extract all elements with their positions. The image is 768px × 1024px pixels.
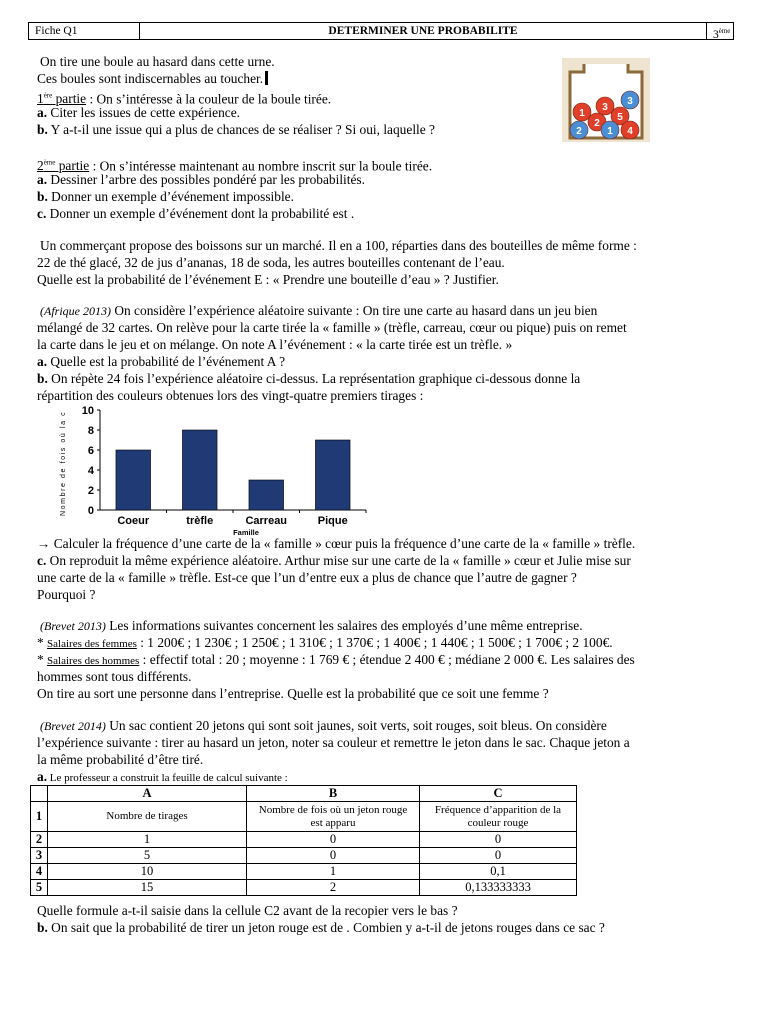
- x-tick-label: trèfle: [186, 515, 214, 527]
- y-tick-label: 4: [87, 465, 94, 477]
- bar-trèfle: [182, 430, 217, 510]
- ex3-q-c2: une carte de la « famille » trèfle. Est-ce que l’un d’entre eux a plus de chance que l’autre de gagner ?: [37, 570, 577, 585]
- table-cell: 2: [247, 880, 420, 896]
- row-number: 3: [31, 848, 48, 864]
- ex3-arrow-question: → Calculer la fréquence d’une carte de la « famille » cœur puis la fréquence d’une carte de la « famille » trèfle.: [37, 536, 636, 551]
- ex1-q2-b: b. Donner un exemple d’événement impossible.: [37, 189, 294, 204]
- ex1-line1: On tire une boule au hasard dans cette urne.: [40, 54, 275, 69]
- urn-ball-number: 2: [576, 126, 582, 137]
- ex5-line1: (Brevet 2014) Un sac contient 20 jetons qui sont soit jaunes, soit verts, soit rouges, soit bleus. On considère: [40, 718, 607, 733]
- table-cell: Nombre de tirages: [48, 802, 247, 832]
- y-tick-label: 6: [87, 445, 94, 457]
- table-cell: 0: [420, 832, 577, 848]
- urn-illustration: [562, 58, 650, 142]
- sheet-col-c: C: [420, 786, 577, 802]
- row-number: 4: [31, 864, 48, 880]
- ex1-q-b: b. Y a-t-il une issue qui a plus de chances de se réaliser ? Si oui, laquelle ?: [37, 122, 435, 137]
- ex4-question: On tire au sort une personne dans l’entreprise. Quelle est la probabilité que ce soit une femme ?: [37, 686, 549, 701]
- ex2-line3: Quelle est la probabilité de l’événement E : « Prendre une bouteille d’eau » ? Justifier.: [37, 272, 499, 287]
- urn-ball-number: 3: [627, 96, 633, 107]
- sheet-code: Fiche Q1: [29, 23, 140, 39]
- ex4-women: * Salaires des femmes : 1 200€ ; 1 230€ ; 1 250€ ; 1 310€ ; 1 370€ ; 1 400€ ; 1 440€ ; 1 500€ ; 1 700€ ; 2 100€.: [37, 635, 613, 650]
- bar-coeur: [116, 450, 151, 510]
- x-tick-label: Carreau: [245, 515, 288, 527]
- x-axis-label: Famille: [233, 528, 259, 537]
- table-cell: 5: [48, 848, 247, 864]
- table-cell: 0: [247, 848, 420, 864]
- table-cell: 10: [48, 864, 247, 880]
- ex3-line2: mélangé de 32 cartes. On relève pour la carte tirée la « famille » (trèfle, carreau, cœur ou pique) puis on remet: [37, 320, 627, 335]
- y-tick-label: 2: [87, 485, 94, 497]
- table-cell: 0: [247, 832, 420, 848]
- ex1-q2-a: a. Dessiner l’arbre des possibles pondéré par les probabilités.: [37, 172, 365, 187]
- y-axis-label: Nombre de fois où la c: [60, 410, 67, 516]
- ex4-men: * Salaires des hommes : effectif total : 20 ; moyenne : 1 769 € ; étendue 2 400 € ; médiane 2 000 €. Les salaires des: [37, 652, 635, 667]
- ex5-line2: l’expérience suivante : tirer au hasard un jeton, noter sa couleur et remettre le jeton dans le sac. Chaque jeton a: [37, 735, 630, 750]
- ex2-line1: Un commerçant propose des boissons sur un marché. Il en a 100, réparties dans des bouteilles de même forme :: [40, 238, 637, 253]
- row-number: 1: [31, 802, 48, 832]
- ex3-line3: la carte dans le jeu et on mélange. On note A l’événement : « la carte tirée est un trèfle. »: [37, 337, 513, 352]
- ex1-line2: Ces boules sont indiscernables au toucher.: [37, 71, 268, 87]
- ex3-q-c3: Pourquoi ?: [37, 587, 96, 602]
- ex5-q-a: a. Le professeur a construit la feuille de calcul suivante :: [37, 769, 288, 784]
- urn-ball-number: 1: [607, 126, 613, 137]
- table-cell: 1: [247, 864, 420, 880]
- table-cell: 0: [420, 848, 577, 864]
- ex1-part2: 2ème partie : On s’intéresse maintenant au nombre inscrit sur la boule tirée.: [37, 158, 433, 174]
- x-tick-label: Pique: [317, 515, 348, 527]
- header-bar: [28, 22, 734, 40]
- row-number: 5: [31, 880, 48, 896]
- bar-carreau: [249, 480, 284, 510]
- urn-ball-number: 3: [602, 102, 608, 113]
- table-cell: 0,133333333: [420, 880, 577, 896]
- ex3-q-c1: c. On reproduit la même expérience aléatoire. Arthur mise sur une carte de la « famille » cœur et Julie mise sur: [37, 553, 631, 568]
- ex5-formula-question: Quelle formule a-t-il saisie dans la cellule C2 avant de la recopier vers le bas ?: [37, 903, 458, 918]
- ex3-q-b1: b. On répète 24 fois l’expérience aléatoire ci-dessus. La représentation graphique ci-dessous donne la: [37, 371, 581, 386]
- ex3-q-b2: répartition des couleurs obtenues lors des vingt-quatre premiers tirages :: [37, 388, 424, 403]
- ex3-q-a: a. Quelle est la probabilité de l’événement A ?: [37, 354, 286, 369]
- bar-pique: [315, 440, 350, 510]
- table-cell: 15: [48, 880, 247, 896]
- table-row: [31, 802, 577, 832]
- ex5-line3: la même probabilité d’être tiré.: [37, 752, 204, 767]
- sheet-col-b: B: [247, 786, 420, 802]
- table-row: [31, 864, 577, 880]
- urn-ball-number: 5: [617, 112, 623, 123]
- ex2-line2: 22 de thé glacé, 32 de jus d’ananas, 18 de soda, les autres bouteilles contenant de l’eau.: [37, 255, 505, 270]
- table-row: [31, 832, 577, 848]
- y-tick-label: 0: [87, 505, 94, 517]
- y-tick-label: 10: [81, 405, 94, 417]
- ex5-q-b: b. On sait que la probabilité de tirer un jeton rouge est de . Combien y a-t-il de jetons rouges dans ce sac ?: [37, 920, 605, 935]
- page-title: DETERMINER UNE PROBABILITE: [140, 23, 707, 39]
- table-row: [31, 848, 577, 864]
- table-cell: Nombre de fois où un jeton rouge est apparu: [247, 802, 420, 832]
- class-level: 3ème: [713, 27, 731, 41]
- spreadsheet-table: [30, 785, 577, 896]
- ex3-line1: (Afrique 2013) On considère l’expérience aléatoire suivante : On tire une carte au hasard dans un jeu bien: [40, 303, 598, 318]
- table-cell: Fréquence d’apparition de la couleur rouge: [420, 802, 577, 832]
- ex1-part1: 1ère partie : On s’intéresse à la couleur de la boule tirée.: [37, 91, 332, 107]
- table-row: [31, 880, 577, 896]
- table-cell: 0,1: [420, 864, 577, 880]
- x-tick-label: Coeur: [117, 515, 150, 527]
- ex1-q2-c: c. Donner un exemple d’événement dont la probabilité est .: [37, 206, 355, 221]
- urn-ball-number: 1: [579, 108, 585, 119]
- ex4-men2: hommes sont tous différents.: [37, 669, 192, 684]
- sheet-col-headers: [31, 786, 577, 802]
- ex1-q-a: a. Citer les issues de cette expérience.: [37, 105, 241, 120]
- table-cell: 1: [48, 832, 247, 848]
- sheet-col-a: A: [48, 786, 247, 802]
- urn-ball-number: 2: [594, 118, 600, 129]
- y-tick-label: 8: [87, 425, 94, 437]
- ex4-line1: (Brevet 2013) Les informations suivantes concernent les salaires des employés d’une même entreprise.: [40, 618, 583, 633]
- sheet-corner: [31, 786, 48, 802]
- urn-ball-number: 4: [627, 126, 633, 137]
- row-number: 2: [31, 832, 48, 848]
- bar-chart: [56, 398, 376, 538]
